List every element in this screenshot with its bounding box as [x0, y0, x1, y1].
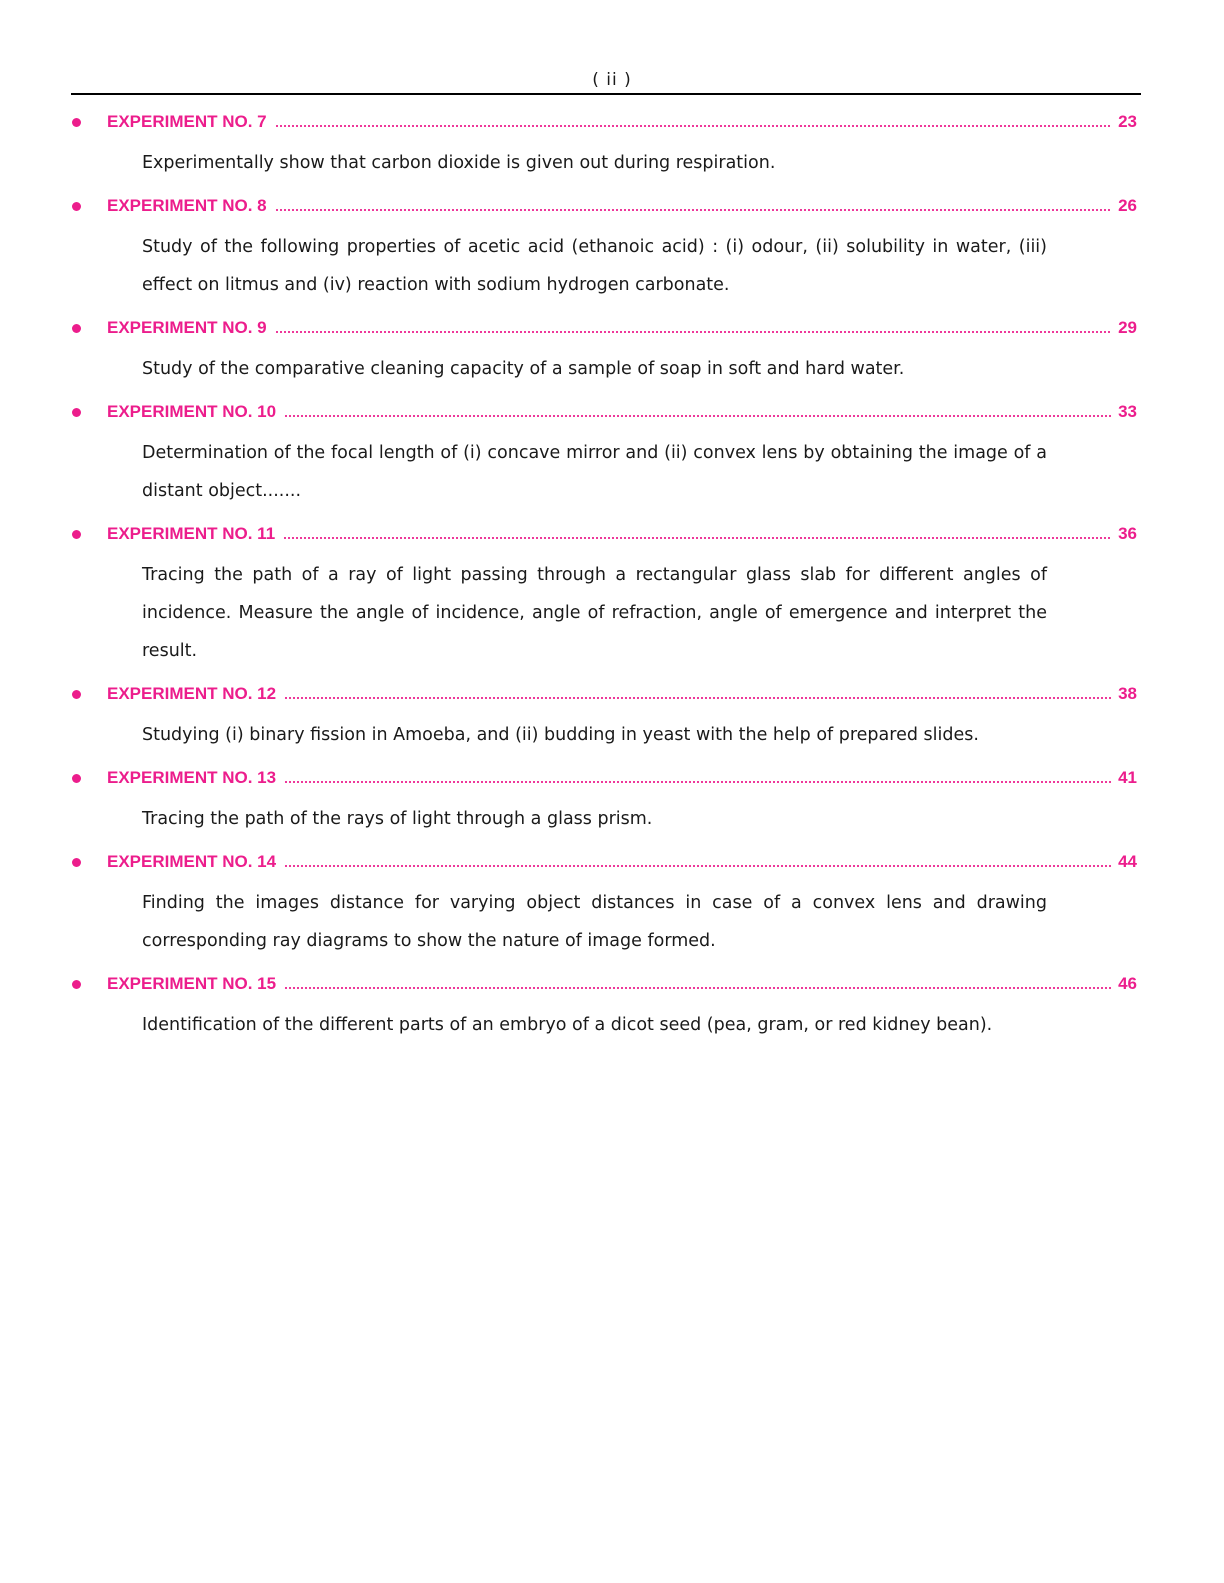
toc-entry-heading[interactable]	[71, 312, 1137, 344]
bullet-icon	[72, 530, 81, 539]
toc-entry-experiment-15[interactable]	[0, 968, 1224, 1052]
experiment-title[interactable]: EXPERIMENT NO. 7	[107, 112, 267, 131]
toc-entry-experiment-14[interactable]	[0, 846, 1224, 968]
page-number: ( ii )	[592, 70, 632, 90]
toc-entry-experiment-7[interactable]	[0, 106, 1224, 190]
toc-entry-experiment-10[interactable]	[0, 396, 1224, 518]
toc-entry-experiment-8[interactable]	[0, 190, 1224, 312]
experiment-description: Determination of the focal length of (i) concave mirror and (ii) convex lens by obtaining the image of a distant object.......	[142, 443, 1047, 501]
experiment-description: Tracing the path of the rays of light through a glass prism.	[142, 809, 653, 829]
page-reference[interactable]: 33	[1118, 402, 1137, 421]
bullet-icon	[72, 980, 81, 989]
page-reference[interactable]: 36	[1118, 524, 1137, 543]
page-reference[interactable]: 23	[1118, 112, 1137, 131]
dot-leader	[284, 865, 1112, 867]
dot-leader	[275, 125, 1112, 127]
bullet-icon	[72, 408, 81, 417]
toc-entry-experiment-13[interactable]	[0, 762, 1224, 846]
toc-entry-heading[interactable]	[71, 846, 1137, 878]
bullet-icon	[72, 118, 81, 127]
dot-leader	[284, 697, 1112, 699]
experiment-title[interactable]: EXPERIMENT NO. 11	[107, 524, 276, 543]
bullet-icon	[72, 690, 81, 699]
page-reference[interactable]: 38	[1118, 684, 1137, 703]
experiment-title[interactable]: EXPERIMENT NO. 9	[107, 318, 267, 337]
bullet-icon	[72, 774, 81, 783]
experiment-description: Studying (i) binary fission in Amoeba, and (ii) budding in yeast with the help of prepared slides.	[142, 725, 979, 745]
experiment-description: Study of the comparative cleaning capacity of a sample of soap in soft and hard water.	[142, 359, 905, 379]
experiment-description: Tracing the path of a ray of light passing through a rectangular glass slab for different angles of incidence. Measure the angle of incidence, angle of refraction, angle of emergence and interpret the result.	[142, 565, 1047, 661]
header-rule	[71, 93, 1141, 95]
bullet-icon	[72, 324, 81, 333]
dot-leader	[275, 331, 1112, 333]
toc-entry-heading[interactable]	[71, 396, 1137, 428]
experiment-description: Experimentally show that carbon dioxide is given out during respiration.	[142, 153, 776, 173]
bullet-icon	[72, 858, 81, 867]
toc-entry-heading[interactable]	[71, 678, 1137, 710]
experiment-title[interactable]: EXPERIMENT NO. 15	[107, 974, 277, 993]
experiment-title[interactable]: EXPERIMENT NO. 13	[107, 768, 277, 787]
toc-entry-heading[interactable]	[71, 106, 1137, 138]
experiment-title[interactable]: EXPERIMENT NO. 10	[107, 402, 277, 421]
experiment-description: Identification of the different parts of an embryo of a dicot seed (pea, gram, or red kidney bean).	[142, 1015, 993, 1035]
dot-leader	[284, 781, 1112, 783]
dot-leader	[283, 537, 1112, 539]
experiment-description: Study of the following properties of acetic acid (ethanoic acid) : (i) odour, (ii) solubility in water, (iii) effect on litmus and (iv) reaction with sodium hydrogen carbonate.	[142, 237, 1047, 295]
toc-entry-heading[interactable]	[71, 190, 1137, 222]
bullet-icon	[72, 202, 81, 211]
experiment-description: Finding the images distance for varying object distances in case of a convex lens and drawing corresponding ray diagrams to show the nature of image formed.	[142, 893, 1047, 951]
page-reference[interactable]: 44	[1118, 852, 1137, 871]
experiment-title[interactable]: EXPERIMENT NO. 12	[107, 684, 277, 703]
page-reference[interactable]: 29	[1118, 318, 1137, 337]
toc-entry-heading[interactable]	[71, 762, 1137, 794]
toc-entry-experiment-9[interactable]	[0, 312, 1224, 396]
experiment-title[interactable]: EXPERIMENT NO. 14	[107, 852, 277, 871]
page-reference[interactable]: 41	[1118, 768, 1137, 787]
toc-entry-heading[interactable]	[71, 518, 1137, 550]
dot-leader	[275, 209, 1112, 211]
page-reference[interactable]: 26	[1118, 196, 1137, 215]
dot-leader	[284, 415, 1112, 417]
toc-entry-experiment-11[interactable]	[0, 518, 1224, 678]
toc-entry-experiment-12[interactable]	[0, 678, 1224, 762]
page-reference[interactable]: 46	[1118, 974, 1137, 993]
toc-entry-heading[interactable]	[71, 968, 1137, 1000]
dot-leader	[284, 987, 1112, 989]
table-of-contents	[0, 106, 1224, 1052]
experiment-title[interactable]: EXPERIMENT NO. 8	[107, 196, 267, 215]
